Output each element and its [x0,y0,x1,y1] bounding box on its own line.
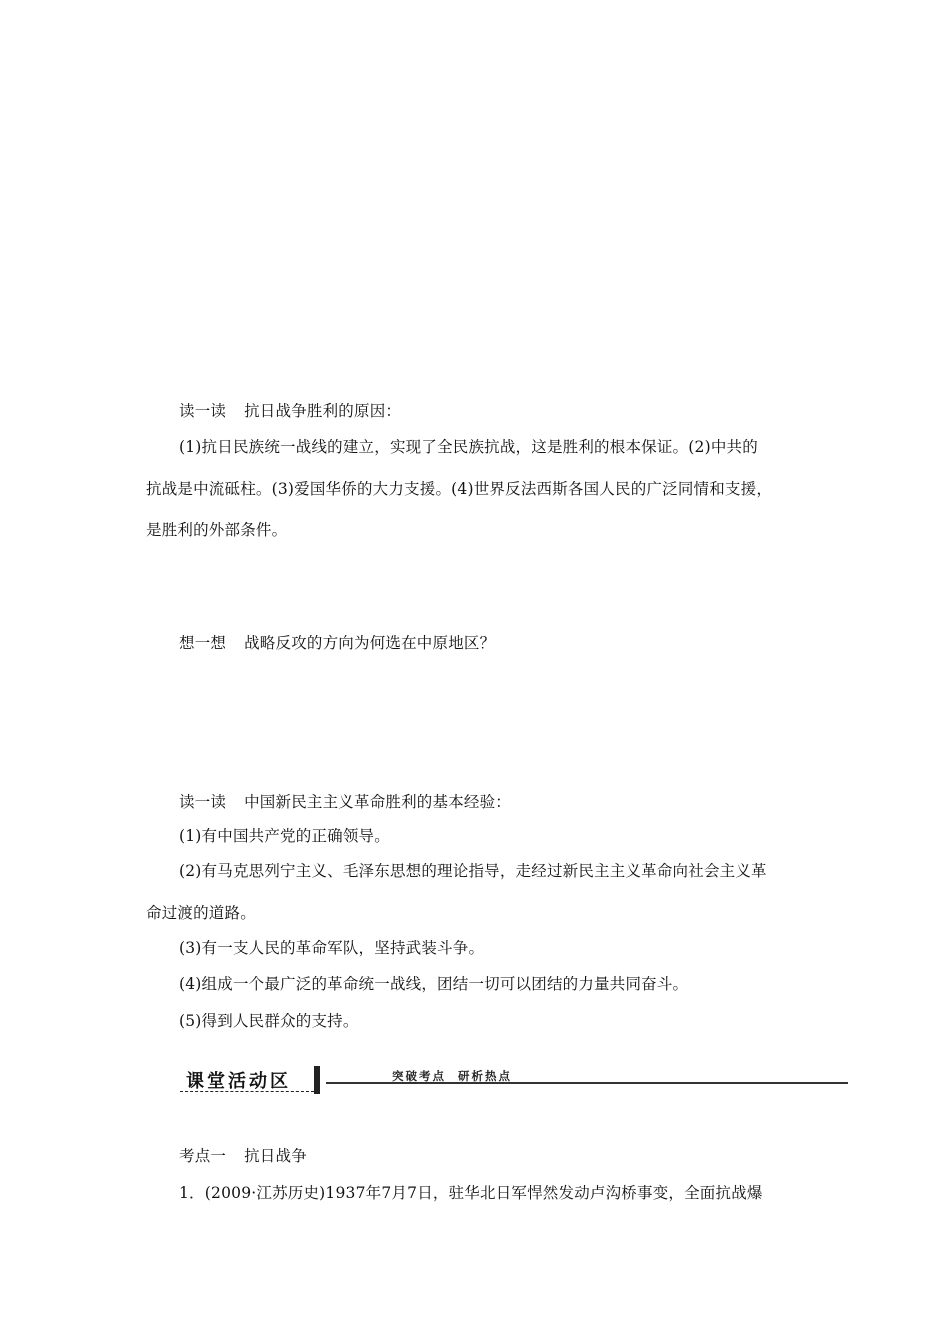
section1-line-1: (1)抗日民族统一战线的建立，实现了全民族抗战，这是胜利的根本保证。(2)中共的 [179,438,758,456]
section3-item-2: (2)有马克思列宁主义、毛泽东思想的理论指导，走经过新民主主义革命向社会主义革 [179,862,767,880]
section3-heading-line [179,792,511,812]
section1-label: 读一读 [179,402,227,420]
section3-item-4: (4)组成一个最广泛的革命统一战线，团结一切可以团结的力量共同奋斗。 [179,975,689,993]
section3-item-5: (5)得到人民群众的支持。 [179,1012,359,1030]
section3-label: 读一读 [179,793,227,811]
banner-dashed-underline [180,1091,314,1092]
topic-heading-line [179,1146,307,1166]
section1-line-2: 抗战是中流砥柱。(3)爱国华侨的大力支援。(4)世界反法西斯各国人民的广泛同情和支援， [146,480,773,498]
topic-label: 考点一 [179,1147,227,1165]
section2-label: 想一想 [179,634,227,652]
question-1-text: 1．(2009·江苏历史)1937年7月7日，驻华北日军悍然发动卢沟桥事变，全面抗战爆 [179,1184,763,1202]
section3-item-2-cont: 命过渡的道路。 [146,904,256,922]
section2-question-line [179,633,495,653]
banner-title: 课堂活动区 [186,1071,291,1092]
banner-subtitle-1: 突破考点 [392,1069,446,1083]
section3-item-3: (3)有一支人民的革命军队，坚持武装斗争。 [179,939,485,957]
section1-heading: 抗日战争胜利的原因： [244,402,402,420]
topic-title: 抗日战争 [244,1147,307,1165]
banner-vertical-bar [314,1066,320,1094]
section2-question: 战略反攻的方向为何选在中原地区？ [244,634,496,652]
classroom-activity-banner [180,1063,848,1097]
section1-line-3: 是胜利的外部条件。 [146,521,288,539]
banner-subtitle [392,1068,512,1084]
section1-heading-line [179,401,401,421]
section3-item-1: (1)有中国共产党的正确领导。 [179,827,390,845]
section3-heading: 中国新民主主义革命胜利的基本经验： [244,793,512,811]
banner-subtitle-2: 研析热点 [458,1069,512,1083]
